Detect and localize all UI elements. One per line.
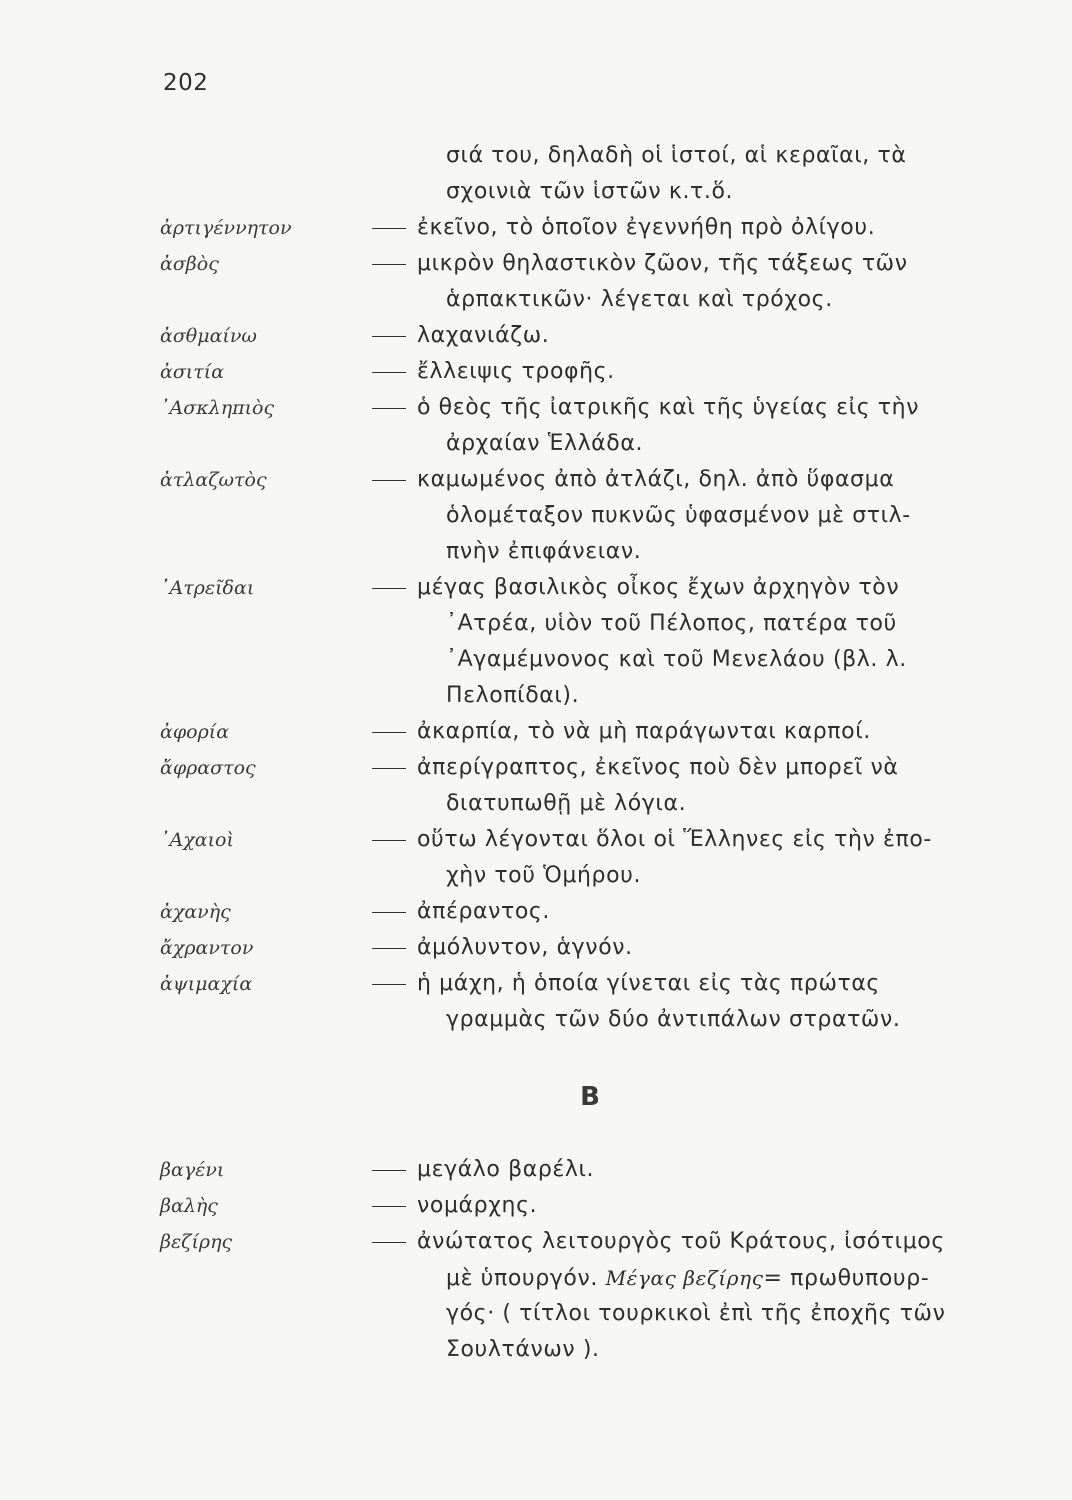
glossary-definition: καμωμένος ἀπὸ ἀτλάζι, δηλ. ἀπὸ ὕφασμα <box>417 467 895 492</box>
continuation-text: γραμμὰς τῶν δύο ἀντιπάλων στρατῶν. <box>446 1007 901 1032</box>
page-number: 202 <box>163 70 209 96</box>
glossary-term: ἀρτιγέννητον <box>160 217 292 239</box>
glossary-continuation-line <box>0 1260 1072 1296</box>
glossary-term: ἀσιτία <box>160 361 225 383</box>
em-dash <box>372 480 406 481</box>
em-dash <box>372 732 406 733</box>
glossary-term: ἀσθμαίνω <box>160 325 257 347</box>
glossary-entry <box>0 390 1072 426</box>
glossary-continuation-line <box>0 138 1072 174</box>
glossary-continuation-line <box>0 1296 1072 1332</box>
glossary-term: ἀσβὸς <box>160 253 219 275</box>
em-dash <box>372 984 406 985</box>
em-dash <box>372 948 406 949</box>
em-dash <box>372 408 406 409</box>
glossary-continuation-line <box>0 1002 1072 1038</box>
continuation-text: γός· ( τίτλοι τουρκικοὶ ἐπὶ τῆς ἐποχῆς τῶν <box>446 1301 946 1326</box>
glossary-definition: μεγάλο βαρέλι. <box>417 1157 595 1182</box>
continuation-text: ᾿Ατρέα, υἱὸν τοῦ Πέλοπος, πατέρα τοῦ <box>446 611 897 636</box>
glossary-continuation-line <box>0 498 1072 534</box>
glossary-term: βεζίρης <box>160 1231 233 1253</box>
glossary-term: ἀφορία <box>160 721 230 743</box>
glossary-term: ἀτλαζωτὸς <box>160 469 267 491</box>
glossary-entry <box>0 246 1072 282</box>
glossary-entry <box>0 1188 1072 1224</box>
continuation-text: σχοινιὰ τῶν ἱστῶν κ.τ.ὅ. <box>446 179 734 204</box>
section-letter: B <box>580 1082 600 1112</box>
glossary-continuation-line <box>0 786 1072 822</box>
continuation-text: ᾿Αγαμέμνονος καὶ τοῦ Μενελάου (βλ. λ. <box>446 647 907 672</box>
em-dash <box>372 228 406 229</box>
glossary-term: ᾿Ατρεῖδαι <box>160 577 255 599</box>
glossary-entry <box>0 570 1072 606</box>
continuation-text: ὁλομέταξον πυκνῶς ὑφασμένον μὲ στιλ- <box>446 503 911 528</box>
glossary-definition: ἀνώτατος λειτουργὸς τοῦ Κράτους, ἰσότιμος <box>417 1229 945 1254</box>
glossary-entry <box>0 354 1072 390</box>
glossary-definition: οὕτω λέγονται ὅλοι οἱ Ἕλληνες εἰς τὴν ἐπο- <box>417 827 932 852</box>
glossary-entry <box>0 894 1072 930</box>
em-dash <box>372 264 406 265</box>
glossary-continuation-line <box>0 642 1072 678</box>
glossary-entry <box>0 966 1072 1002</box>
glossary-entry <box>0 210 1072 246</box>
glossary-continuation-line <box>0 282 1072 318</box>
em-dash <box>372 372 406 373</box>
glossary-definition: λαχανιάζω. <box>417 323 550 348</box>
glossary-definition: ἀμόλυντον, ἁγνόν. <box>417 935 633 960</box>
glossary-definition: μέγας βασιλικὸς οἶκος ἔχων ἀρχηγὸν τὸν <box>417 575 900 600</box>
continuation-text: ἁρπακτικῶν· λέγεται καὶ τρόχος. <box>446 287 833 312</box>
glossary-continuation-line <box>0 1332 1072 1368</box>
continuation-text: πνὴν ἐπιφάνειαν. <box>446 539 642 564</box>
glossary-continuation-line <box>0 174 1072 210</box>
glossary-term: ᾿Αχαιοὶ <box>160 829 234 851</box>
glossary-definition: ἔλλειψις τροφῆς. <box>417 359 615 384</box>
glossary-term: ᾿Ασκληπιὸς <box>160 397 275 419</box>
continuation-text: χὴν τοῦ Ὁμήρου. <box>446 863 642 888</box>
em-dash <box>372 840 406 841</box>
glossary-entry <box>0 1224 1072 1260</box>
glossary-continuation-line <box>0 534 1072 570</box>
glossary-continuation-line <box>0 426 1072 462</box>
em-dash <box>372 1206 406 1207</box>
continuation-text-part: = πρωθυπουρ- <box>763 1266 930 1291</box>
glossary-entry <box>0 1152 1072 1188</box>
continuation-text: διατυπωθῇ μὲ λόγια. <box>446 791 687 816</box>
glossary-entry <box>0 750 1072 786</box>
glossary-definition: ἀκαρπία, τὸ νὰ μὴ παράγωνται καρποί. <box>417 719 871 744</box>
glossary-definition: μικρὸν θηλαστικὸν ζῶον, τῆς τάξεως τῶν <box>417 251 908 276</box>
glossary-definition: ἐκεῖνο, τὸ ὁποῖον ἐγεννήθη πρὸ ὀλίγου. <box>417 215 876 240</box>
em-dash <box>372 768 406 769</box>
glossary-continuation-line <box>0 678 1072 714</box>
glossary-term: βαλὴς <box>160 1195 218 1217</box>
italic-phrase: Μέγας βεζίρης <box>605 1266 764 1290</box>
glossary-continuation-line <box>0 858 1072 894</box>
glossary-definition: ἀπερίγραπτος, ἐκεῖνος ποὺ δὲν μπορεῖ νὰ <box>417 755 899 780</box>
continuation-text-part: μὲ ὑπουργόν. <box>446 1266 598 1291</box>
glossary-entry <box>0 714 1072 750</box>
glossary-term: ἀψιμαχία <box>160 973 253 995</box>
glossary-definition: ἡ μάχη, ἡ ὁποία γίνεται εἰς τὰς πρώτας <box>417 971 880 996</box>
glossary-term: ἀχανὴς <box>160 901 231 923</box>
glossary-entry <box>0 930 1072 966</box>
continuation-text: ἀρχαίαν Ἑλλάδα. <box>446 431 644 456</box>
glossary-continuation-line <box>0 606 1072 642</box>
em-dash <box>372 336 406 337</box>
glossary-definition: ἀπέραντος. <box>417 899 551 924</box>
glossary-term: βαγένι <box>160 1159 225 1181</box>
em-dash <box>372 1242 406 1243</box>
em-dash <box>372 1170 406 1171</box>
continuation-text: Πελοπίδαι). <box>446 683 580 708</box>
glossary-entry <box>0 462 1072 498</box>
glossary-term: ἄχραντον <box>160 937 254 959</box>
em-dash <box>372 912 406 913</box>
glossary-entry <box>0 318 1072 354</box>
continuation-text <box>446 1260 929 1297</box>
em-dash <box>372 588 406 589</box>
continuation-text: Σουλτάνων ). <box>446 1337 600 1362</box>
glossary-entry <box>0 822 1072 858</box>
glossary-definition: νομάρχης. <box>417 1193 538 1218</box>
glossary-term: ἄφραστος <box>160 757 256 779</box>
glossary-definition: ὁ θεὸς τῆς ἰατρικῆς καὶ τῆς ὑγείας εἰς τὴν <box>417 395 920 420</box>
continuation-text: σιά του, δηλαδὴ οἱ ἱστοί, αἱ κεραῖαι, τὰ <box>446 143 907 168</box>
